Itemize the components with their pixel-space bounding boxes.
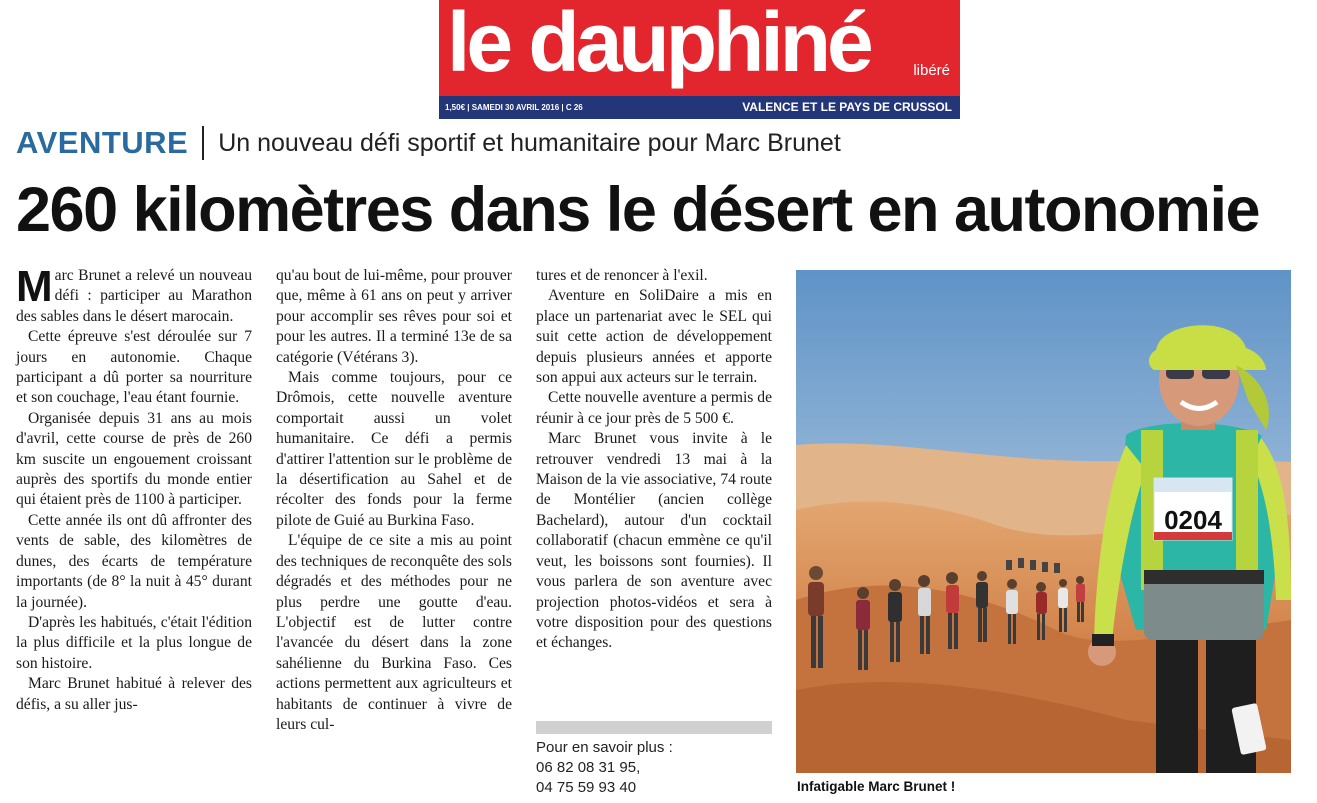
text-column-3 bbox=[536, 266, 772, 654]
paragraph-text: arc Brunet a relevé un nouveau défi : participer au Marathon des sables dans le désert marocain. bbox=[16, 267, 252, 325]
article-subtitle: Un nouveau défi sportif et humanitaire pour Marc Brunet bbox=[218, 129, 841, 157]
masthead bbox=[439, 0, 960, 119]
text-column-1 bbox=[16, 262, 252, 715]
issue-info: 1,50€ | SAMEDI 30 AVRIL 2016 | C 26 bbox=[445, 103, 583, 112]
logo-subtitle: libéré bbox=[913, 62, 950, 79]
text-column-2 bbox=[276, 266, 512, 735]
article-photo bbox=[796, 270, 1291, 773]
edition-region: VALENCE ET LE PAYS DE CRUSSOL bbox=[742, 100, 952, 114]
paragraph: Cette épreuve s'est déroulée sur 7 jours en autonomie. Chaque participant a dû porter sa nourriture et son couchage, l'eau étant fournie. bbox=[16, 328, 252, 407]
paragraph: Marc Brunet vous invite à le retrouver vendredi 13 mai à la Maison de la vie associative, 74 route de Montélier (ancien collège Bachelard), autour d'un cocktail collaboratif (chacun emmène ce qu'il veut, les boissons sont fournies). Il vous parlera de son aventure avec projection photos-vidéos et sera à votre disposition pour des questions et échanges. bbox=[536, 430, 772, 652]
paragraph: Cette année ils ont dû affronter des vents de sable, des kilomètres de dunes, des écarts de température importants (de 8° la nuit à 45° durant la journée). bbox=[16, 511, 252, 611]
bib-number: 0204 bbox=[1164, 505, 1222, 535]
more-info-label: Pour en savoir plus : bbox=[536, 739, 673, 756]
kicker-separator bbox=[202, 126, 204, 160]
paragraph: Aventure en SoliDaire a mis en place un partenariat avec le SEL qui suit cette action de développement depuis plusieurs années et apporte son appui aux acteurs sur le terrain. bbox=[536, 287, 772, 387]
paragraph: tures et de renoncer à l'exil. bbox=[536, 267, 708, 284]
newspaper-logo: le dauphiné bbox=[447, 0, 870, 89]
paragraph: D'après les habitués, c'était l'édition la plus difficile et la plus longue de son histoire. bbox=[16, 613, 252, 672]
drop-cap: M bbox=[16, 262, 53, 311]
more-info-box bbox=[536, 738, 772, 798]
paragraph bbox=[16, 262, 252, 327]
desert-runner-photo bbox=[796, 270, 1291, 773]
info-divider bbox=[536, 721, 772, 734]
paragraph: Mais comme toujours, pour ce Drômois, cette nouvelle aventure comportait aussi un volet humanitaire. Ce défi a permis d'attirer l'attention sur le problème de la désertification au Sahel et de récolter des fonds pour la ferme pilote de Guié au Burkina Faso. bbox=[276, 369, 512, 529]
masthead-info-bar bbox=[439, 96, 960, 119]
photo-caption: Infatigable Marc Brunet ! bbox=[797, 779, 956, 794]
phone-number-1: 06 82 08 31 95, bbox=[536, 759, 641, 776]
kicker-row bbox=[16, 123, 841, 163]
paragraph: qu'au bout de lui-même, pour prouver que, même à 61 ans on peut y arriver pour accomplir ses rêves pour soi et pour les autres. Il a terminé 13e de sa catégorie (Vétérans 3). bbox=[276, 267, 512, 366]
paragraph: Organisée depuis 31 ans au mois d'avril, cette course de près de 260 km suscite un engouement croissant auprès des sportifs du monde entier qui étaient près de 1100 à participer. bbox=[16, 409, 252, 509]
paragraph: Cette nouvelle aventure a permis de réunir à ce jour près de 5 500 €. bbox=[536, 389, 772, 427]
article-headline: 260 kilomètres dans le désert en autonomie bbox=[16, 175, 1259, 245]
paragraph: Marc Brunet habitué à relever des défis, a su aller jus- bbox=[16, 675, 252, 713]
section-kicker: AVENTURE bbox=[16, 125, 189, 160]
phone-number-2: 04 75 59 93 40 bbox=[536, 779, 637, 796]
paragraph: L'équipe de ce site a mis au point des techniques de reconquête des sols dégradés et des méthodes pour ne plus perdre une goutte d'eau. L'objectif est de lutter contre l'avancée du désert dans la zone sahélienne du Burkina Faso. Ces actions permettent aux agriculteurs et habitants de continuer à vivre de leurs cul- bbox=[276, 532, 512, 733]
